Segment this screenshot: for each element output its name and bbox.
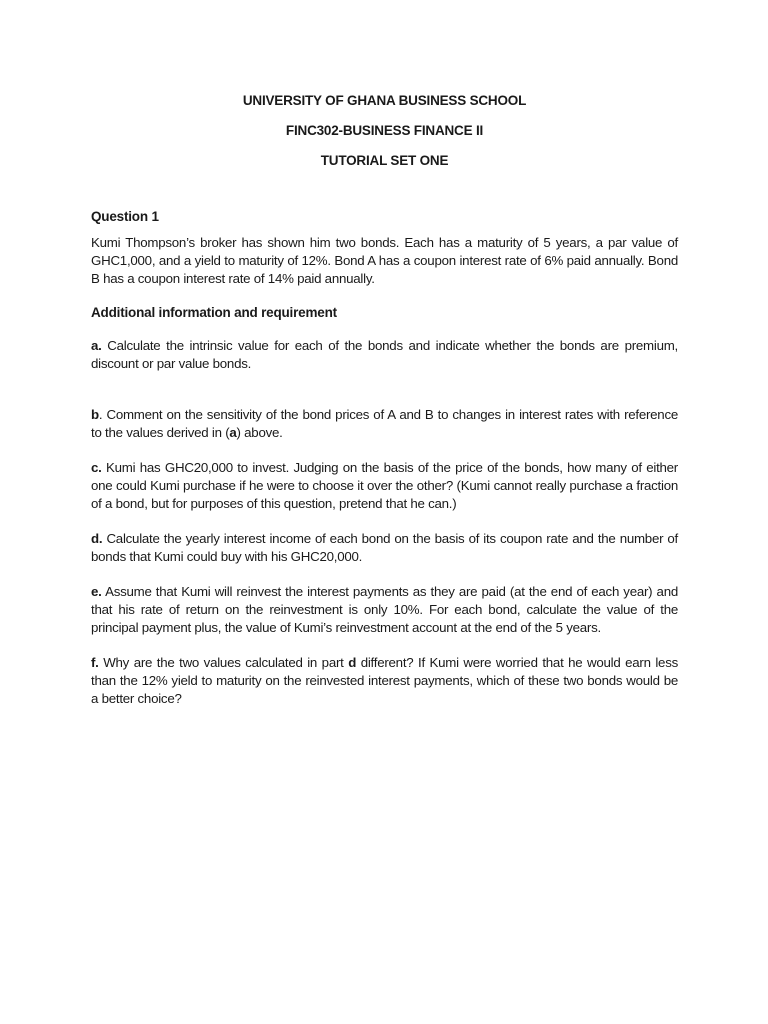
question-intro: Kumi Thompson’s broker has shown him two bonds. Each has a maturity of 5 years, a par value of GHC1,000, and a yield to maturity of 12%. Bond A has a coupon interest rate of 6% paid annually. Bond B has a coupon interest rate of 14% paid annually.: [91, 235, 678, 286]
requirement-text: . Comment on the sensitivity of the bond prices of A and B to changes in interest rates with reference to the values derived in (: [91, 407, 678, 440]
requirement-b: [91, 406, 678, 442]
requirement-text: Calculate the intrinsic value for each of the bonds and indicate whether the bonds are premium, discount or par value bonds.: [91, 338, 678, 371]
requirement-marker: f.: [91, 655, 99, 670]
requirement-a: [91, 337, 678, 373]
requirement-e: [91, 583, 678, 637]
question-heading: Question 1: [91, 209, 159, 224]
course-title: FINC302-BUSINESS FINANCE II: [285, 123, 484, 138]
requirement-marker: a.: [91, 338, 102, 353]
requirement-text: Why are the two values calculated in part: [98, 655, 349, 670]
requirement-text: Kumi has GHC20,000 to invest. Judging on the basis of the price of the bonds, how many of either one could Kumi purchase if he were to choose it over the other? (Kumi cannot really purchase a fraction of a bond, but for purposes of this question, pretend that he can.): [91, 460, 678, 511]
part-reference: d: [348, 655, 357, 670]
requirement-text: Assume that Kumi will reinvest the interest payments as they are paid (at the end of each year) and that his rate of return on the reinvestment is only 10%. For each bond, calculate the value of the principal payment plus, the value of Kumi’s reinvestment account at the end of the 5 years.: [91, 584, 678, 635]
requirement-f: [91, 654, 678, 708]
requirement-marker: e.: [91, 584, 102, 599]
requirement-text-end: different? If Kumi were worried that he would earn less than the 12% yield to maturity on the reinvested interest payments, which of these two bonds would be a better choice?: [91, 655, 679, 706]
part-reference: a: [229, 425, 237, 440]
requirement-marker: b: [91, 407, 99, 422]
requirement-text-end: ) above.: [236, 425, 283, 440]
requirement-marker: c.: [91, 460, 102, 475]
tutorial-set-title: TUTORIAL SET ONE: [320, 153, 449, 168]
requirement-marker: d.: [91, 531, 103, 546]
institution-title: UNIVERSITY OF GHANA BUSINESS SCHOOL: [242, 93, 527, 108]
requirement-c: [91, 459, 678, 513]
document-page: [91, 93, 678, 708]
section-heading: Additional information and requirement: [91, 305, 337, 320]
requirement-d: [91, 530, 678, 566]
requirement-text: Calculate the yearly interest income of each bond on the basis of its coupon rate and the number of bonds that Kumi could buy with his GHC20,000.: [91, 531, 678, 564]
